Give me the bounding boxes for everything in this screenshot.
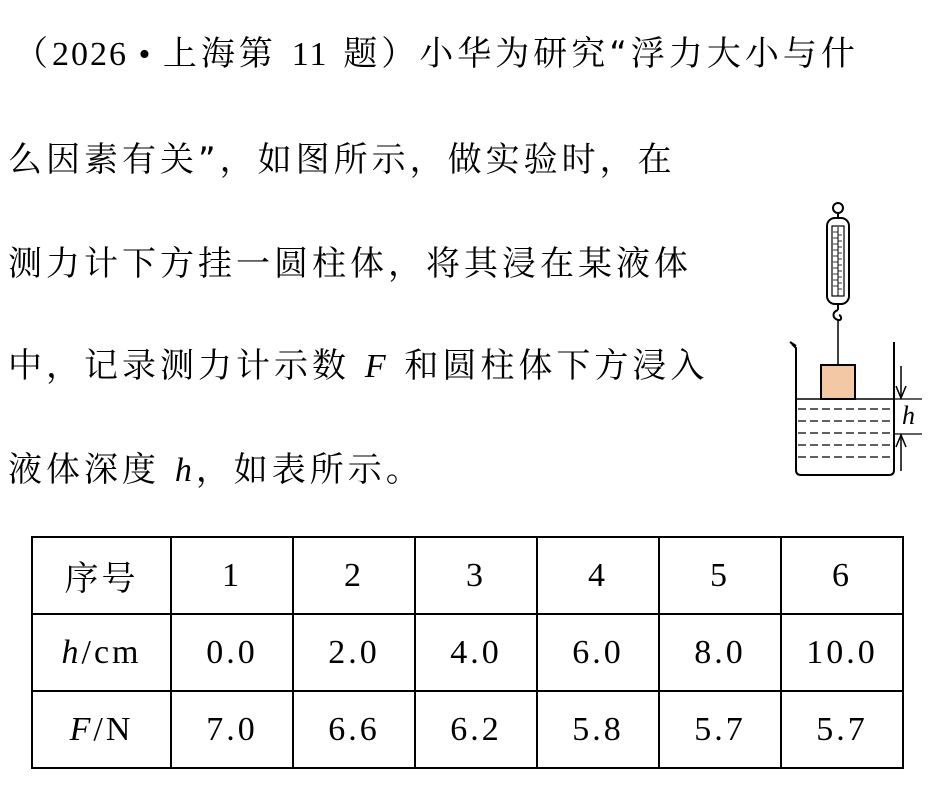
header-unit-n: /N <box>93 710 134 748</box>
table-row <box>32 537 903 614</box>
header-var-h: h <box>61 633 82 671</box>
question-line-5 <box>8 450 424 491</box>
source-text: 上海第 <box>162 34 292 74</box>
experiment-figure <box>780 196 929 486</box>
header-unit-cm: /cm <box>81 633 142 671</box>
cylinder <box>821 365 855 399</box>
question-line-3: 测力计下方挂一圆柱体，将其浸在某液体 <box>8 244 692 284</box>
year-text: 2026 • <box>52 36 163 73</box>
table-row <box>32 614 903 691</box>
table-cell: 10.0 <box>781 614 903 691</box>
table-cell: 5 <box>659 537 781 614</box>
beaker <box>792 342 894 475</box>
question-number: 11 <box>291 36 329 73</box>
header-var-f: F <box>69 710 94 748</box>
question-line-4 <box>8 346 708 387</box>
hook-icon <box>834 310 842 320</box>
apparatus-diagram <box>780 196 929 486</box>
spring-scale <box>827 218 849 304</box>
table-cell: 4 <box>537 537 659 614</box>
liquid <box>798 409 892 457</box>
table-cell: 5.7 <box>659 691 781 768</box>
ring-icon <box>833 203 843 213</box>
question-text-1: 题）小华为研究“浮力大小与什 <box>328 34 859 74</box>
line5-pre: 液体深度 <box>8 450 175 490</box>
data-table <box>31 536 904 769</box>
table-cell: 0.0 <box>171 614 293 691</box>
row-header-depth <box>32 614 171 691</box>
table-cell: 7.0 <box>171 691 293 768</box>
line4-post: 和圆柱体下方浸入 <box>389 346 709 386</box>
row-header-force <box>32 691 171 768</box>
table-cell: 4.0 <box>415 614 537 691</box>
line5-post: ，如表所示。 <box>195 450 424 490</box>
variable-f: F <box>364 348 390 385</box>
table-cell: 3 <box>415 537 537 614</box>
depth-label: h <box>902 401 915 430</box>
variable-h: h <box>174 452 196 489</box>
open-paren: （ <box>14 34 52 74</box>
table-cell: 2.0 <box>293 614 415 691</box>
table-cell: 6.2 <box>415 691 537 768</box>
table-cell: 5.8 <box>537 691 659 768</box>
table-cell: 6 <box>781 537 903 614</box>
line4-pre: 中，记录测力计示数 <box>8 346 365 386</box>
table-cell: 8.0 <box>659 614 781 691</box>
table-cell: 1 <box>171 537 293 614</box>
table-cell: 6.6 <box>293 691 415 768</box>
table-row <box>32 691 903 768</box>
table-cell: 2 <box>293 537 415 614</box>
question-line-1 <box>14 34 859 75</box>
row-header-index: 序号 <box>32 537 171 614</box>
table-cell: 5.7 <box>781 691 903 768</box>
question-line-2: 么因素有关”，如图所示，做实验时，在 <box>8 140 676 180</box>
table-cell: 6.0 <box>537 614 659 691</box>
